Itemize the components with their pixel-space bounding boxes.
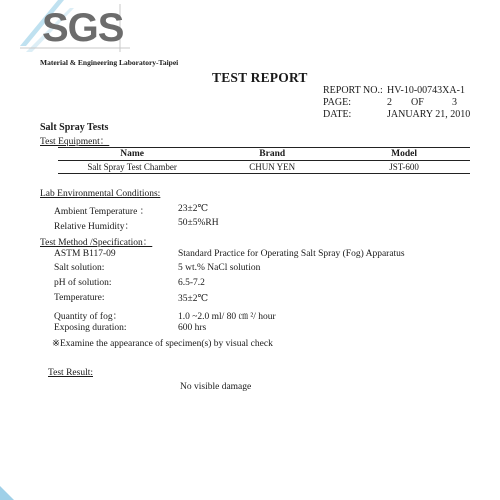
page-current: 2 <box>387 97 392 108</box>
sgs-logo <box>20 0 130 58</box>
lab-env-label: Lab Environmental Conditions: <box>40 189 161 199</box>
salt-label: Salt solution: <box>54 263 105 273</box>
equipment-model-cell: JST-600 <box>338 161 470 174</box>
table-row <box>58 161 470 174</box>
standard-description: Standard Practice for Operating Salt Spray (Fog) Apparatus <box>178 249 405 259</box>
column-header-model: Model <box>338 148 470 161</box>
column-header-name: Name <box>58 148 206 161</box>
equipment-brand-cell: CHUN YEN <box>206 161 338 174</box>
corner-accent <box>0 486 14 500</box>
report-no-value: HV-10-00743XA-1 <box>387 85 465 96</box>
equipment-header-row <box>58 148 470 161</box>
page-label: PAGE: <box>323 97 351 108</box>
report-title: TEST REPORT <box>212 70 308 85</box>
equipment-name-cell: Salt Spray Test Chamber <box>58 161 206 174</box>
humidity-value: 50±5%RH <box>178 218 219 228</box>
visual-check-note: ※Examine the appearance of specimen(s) by visual check <box>52 339 273 349</box>
page-of: OF <box>411 97 424 108</box>
temperature-label: Temperature: <box>54 293 105 303</box>
report-no-label: REPORT NO.: <box>323 85 383 96</box>
fog-label: Quantity of fog： <box>54 312 123 322</box>
date-label: DATE: <box>323 109 352 120</box>
ph-value: 6.5-7.2 <box>178 278 205 288</box>
equipment-table <box>58 147 470 174</box>
page-total: 3 <box>452 97 457 108</box>
equipment-label: Test Equipment： <box>40 137 110 147</box>
result-value: No visible damage <box>180 382 252 392</box>
logo-text: SGS <box>42 6 124 50</box>
fog-value: 1.0 ~2.0 ml/ 80 ㎝ ²/ hour <box>178 312 276 322</box>
date-value: JANUARY 21, 2010 <box>387 109 471 120</box>
ph-label: pH of solution: <box>54 278 112 288</box>
lab-name: Material & Engineering Laboratory-Taipei <box>40 58 179 67</box>
temperature-value: 35±2℃ <box>178 294 209 304</box>
section-title: Salt Spray Tests <box>40 122 109 133</box>
exposure-label: Exposing duration: <box>54 323 127 333</box>
column-header-brand: Brand <box>206 148 338 161</box>
exposure-value: 600 hrs <box>178 323 207 333</box>
result-label: Test Result: <box>48 368 93 378</box>
humidity-label: Relative Humidity： <box>54 222 134 232</box>
ambient-temp-value: 23±2℃ <box>178 204 209 214</box>
standard-code: ASTM B117-09 <box>54 249 116 259</box>
salt-value: 5 wt.% NaCl solution <box>178 263 261 273</box>
method-label: Test Method /Specification： <box>40 238 153 248</box>
ambient-temp-label: Ambient Temperature ： <box>54 207 150 217</box>
